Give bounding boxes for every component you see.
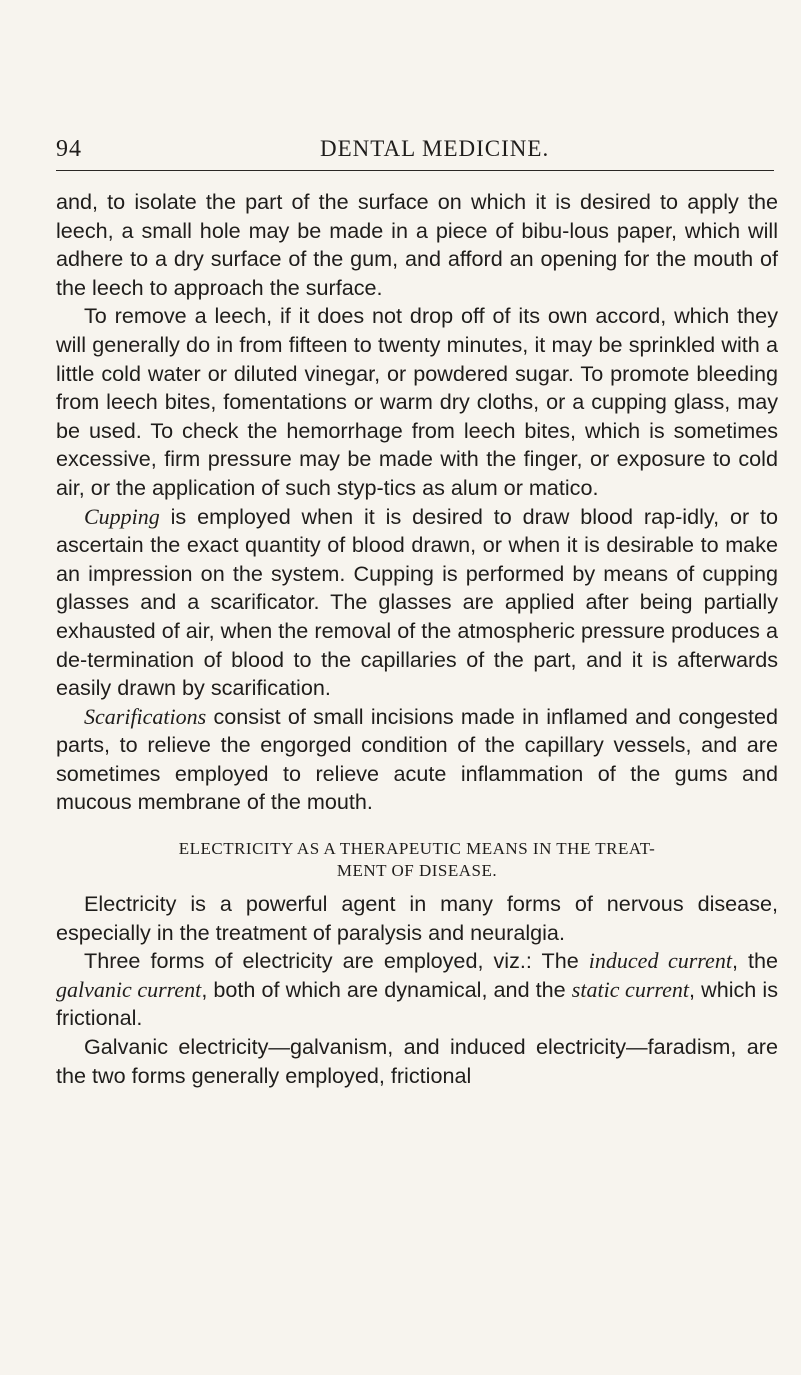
- body-text: [56, 188, 778, 1090]
- forms-text-b: , the: [731, 948, 778, 974]
- paragraph-scarifications-text: consist of small incisions made in inflamed and congested parts, to relieve the engorged condition of the capillary vessels, and are sometimes employed to relieve acute inflammation of the gums and mucous membrane of the mouth.: [56, 703, 778, 815]
- forms-text-a: Three forms of electricity are employed, viz.: The: [84, 948, 589, 974]
- paragraph-galvanism: Galvanic electricity—galvanism, and induced electricity—faradism, are the two forms generally employed, frictional: [56, 1034, 778, 1088]
- section-heading-line-2: MENT OF DISEASE.: [336, 861, 498, 881]
- header-rule: [56, 170, 774, 171]
- term-cupping: Cupping: [84, 503, 160, 529]
- paragraph-leech-removal: To remove a leech, if it does not drop off of its own accord, which they will generally do in from fifteen to twenty minutes, it may be sprinkled with a little cold water or diluted vinegar, or powdered sugar. To promote bleeding from leech bites, fomentations or warm dry cloths, or a cupping glass, may be used. To check the hemorrhage from leech bites, which is sometimes excessive, firm pressure may be made with the finger, or exposure to cold air, or the application of such styp-tics as alum or matico.: [56, 303, 778, 500]
- term-scarifications: Scarifications: [84, 703, 207, 729]
- paragraph-cupping-text: is employed when it is desired to draw blood rap-idly, or to ascertain the exact quantity of blood drawn, or when it is desirable to make an impression on the system. Cupping is performed by means of cupping glasses and a scarificator. The glasses are applied after being partially exhausted of air, when the removal of the atmospheric pressure produces a de-termination of blood to the capillaries of the part, and it is afterwards easily drawn by scarification.: [56, 503, 778, 701]
- section-heading-line-1: ELECTRICITY AS A THERAPEUTIC MEANS IN THE TREAT-: [178, 839, 656, 859]
- forms-text-c: , both of which are dynamical, and the: [201, 976, 572, 1002]
- page-number: 94: [56, 136, 82, 162]
- paragraph-scarifications: [56, 703, 778, 817]
- paragraph-cupping: [56, 503, 778, 703]
- term-induced-current: induced current: [588, 948, 732, 974]
- forms-text-d: , which is frictional.: [56, 976, 779, 1031]
- page-header: [56, 136, 774, 170]
- term-galvanic-current: galvanic current: [56, 976, 202, 1002]
- section-heading: [56, 838, 778, 882]
- paragraph-leech-isolation: and, to isolate the part of the surface on which it is desired to apply the leech, a small hole may be made in a piece of bibu-lous paper, which will adhere to a dry surface of the gum, and afford an opening for the mouth of the leech to approach the surface.: [56, 189, 778, 300]
- term-static-current: static current: [571, 976, 690, 1002]
- running-head: DENTAL MEDICINE.: [320, 136, 550, 161]
- paragraph-electricity-intro: Electricity is a powerful agent in many forms of nervous disease, especially in the treatment of paralysis and neuralgia.: [56, 891, 778, 945]
- paragraph-electricity-forms: [56, 947, 778, 1033]
